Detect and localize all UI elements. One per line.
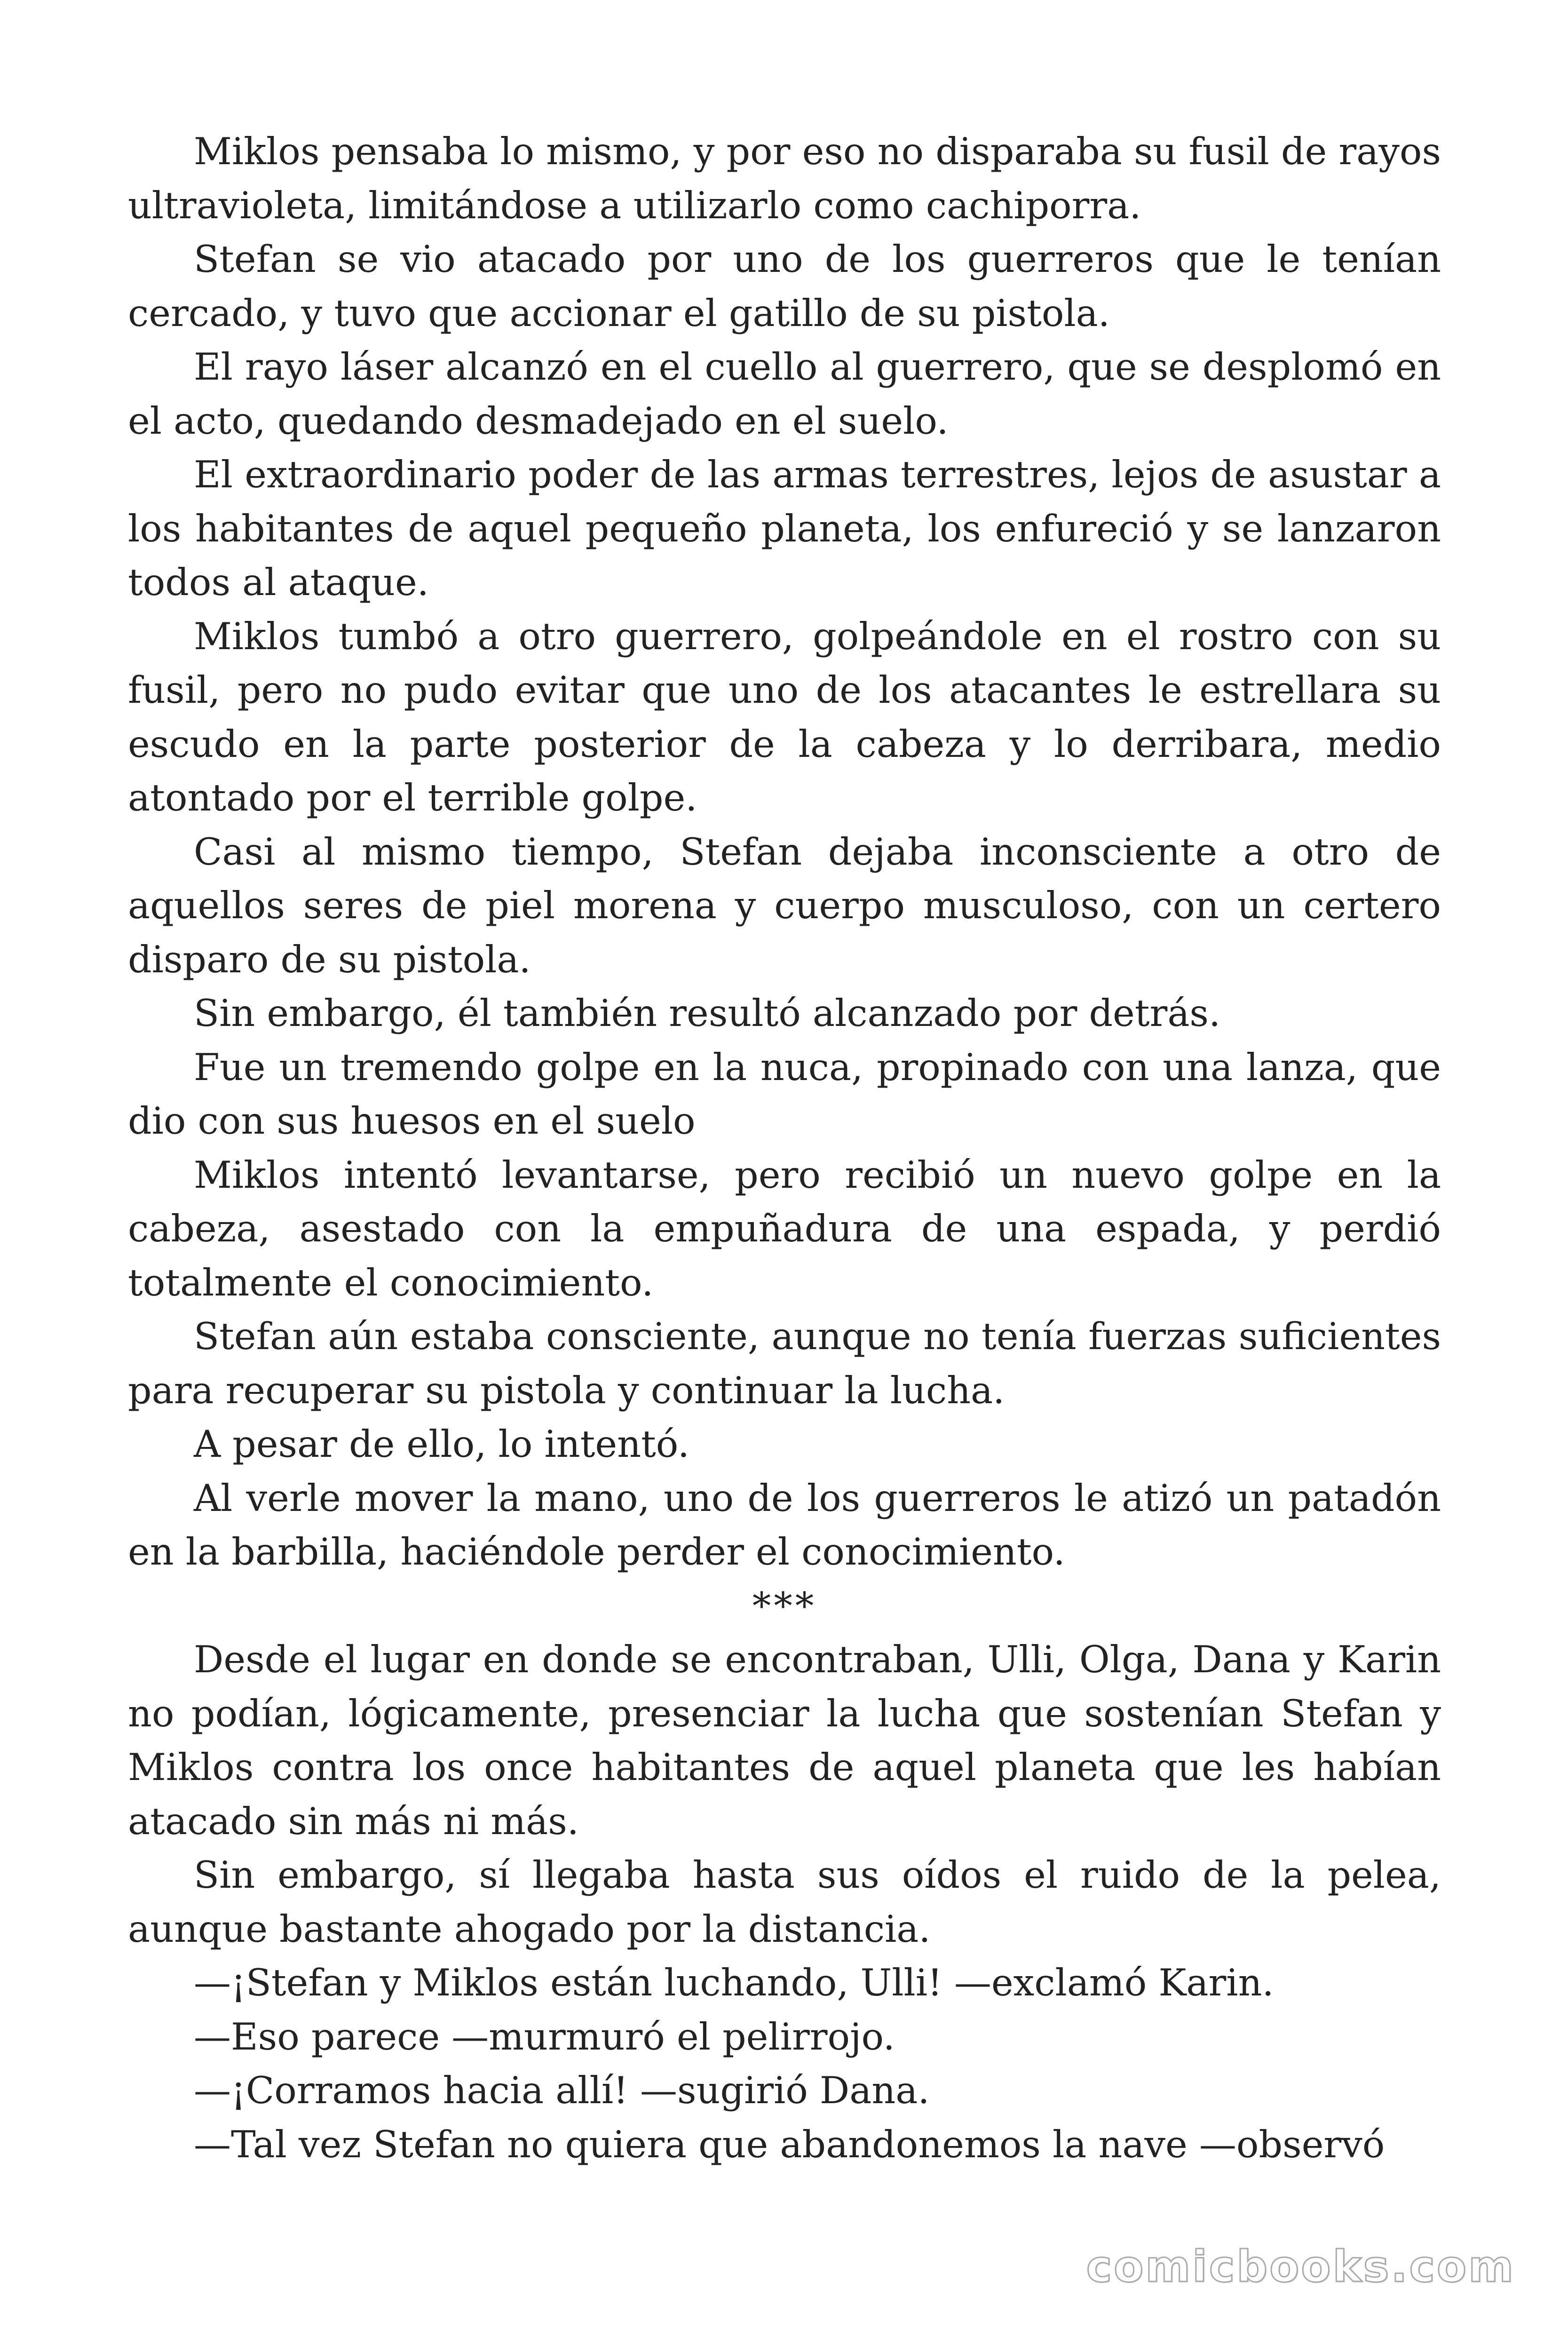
paragraph: —¡Corramos hacia allí! —sugirió Dana. — [194, 2069, 930, 2112]
paragraph: Fue un tremendo golpe en la nuca, propinado con una lanza, que dio con sus huesos en el suelo — [128, 1045, 1441, 1143]
paragraph: El extraordinario poder de las armas terrestres, lejos de asustar a los habitantes de aquel pequeño planeta, los enfureció y se lanzaron todos al ataque. — [128, 453, 1441, 604]
scene-separator: *** — [752, 1584, 817, 1628]
paragraph: Desde el lugar en donde se encontraban, Ulli, Olga, Dana y Karin no podían, lógicamente, presenciar la lucha que sostenían Stefan y Miklos contra los once habitantes de aquel planeta que les habían atacado sin más ni más. — [128, 1638, 1441, 1843]
paragraph: Stefan aún estaba consciente, aunque no tenía fuerzas suficientes para recuperar su pistola y continuar la lucha. — [128, 1315, 1441, 1412]
paragraph: El rayo láser alcanzó en el cuello al guerrero, que se desplomó en el acto, quedando desmadejado en el suelo. — [128, 345, 1441, 443]
paragraph: Miklos pensaba lo mismo, y por eso no disparaba su fusil de rayos ultravioleta, limitándose a utilizarlo como cachiporra. — [128, 130, 1441, 227]
watermark-logo: comicbooks.com — [1086, 2241, 1515, 2292]
paragraph: —Tal vez Stefan no quiera que abandonemos la nave —observó — [194, 2122, 1385, 2166]
paragraph: Miklos intentó levantarse, pero recibió un nuevo golpe en la cabeza, asestado con la empuñadura de una espada, y perdió totalmente el conocimiento. — [128, 1153, 1441, 1304]
paragraph: —Eso parece —murmuró el pelirrojo. — [194, 2015, 895, 2058]
body-text — [128, 125, 1441, 2171]
paragraph: Al verle mover la mano, uno de los guerreros le atizó un patadón en la barbilla, haciéndole perder el conocimiento. — [128, 1476, 1441, 1573]
paragraph: Casi al mismo tiempo, Stefan dejaba inconsciente a otro de aquellos seres de piel morena y cuerpo musculoso, con un certero disparo de su pistola. — [128, 830, 1441, 981]
paragraph: A pesar de ello, lo intentó. — [194, 1422, 690, 1466]
paragraph: —¡Stefan y Miklos están luchando, Ulli! —exclamó Karin. — [194, 1961, 1274, 2004]
paragraph: Stefan se vio atacado por uno de los guerreros que le tenían cercado, y tuvo que accionar el gatillo de su pistola. — [128, 238, 1441, 335]
paragraph: Sin embargo, él también resultó alcanzado por detrás. — [194, 992, 1221, 1035]
paragraph: Sin embargo, sí llegaba hasta sus oídos el ruido de la pelea, aunque bastante ahogado por la distancia. — [128, 1853, 1441, 1951]
paragraph: Miklos tumbó a otro guerrero, golpeándole en el rostro con su fusil, pero no pudo evitar que uno de los atacantes le estrellara su escudo en la parte posterior de la cabeza y lo derribara, medio atontado por el terrible golpe. — [128, 614, 1441, 819]
